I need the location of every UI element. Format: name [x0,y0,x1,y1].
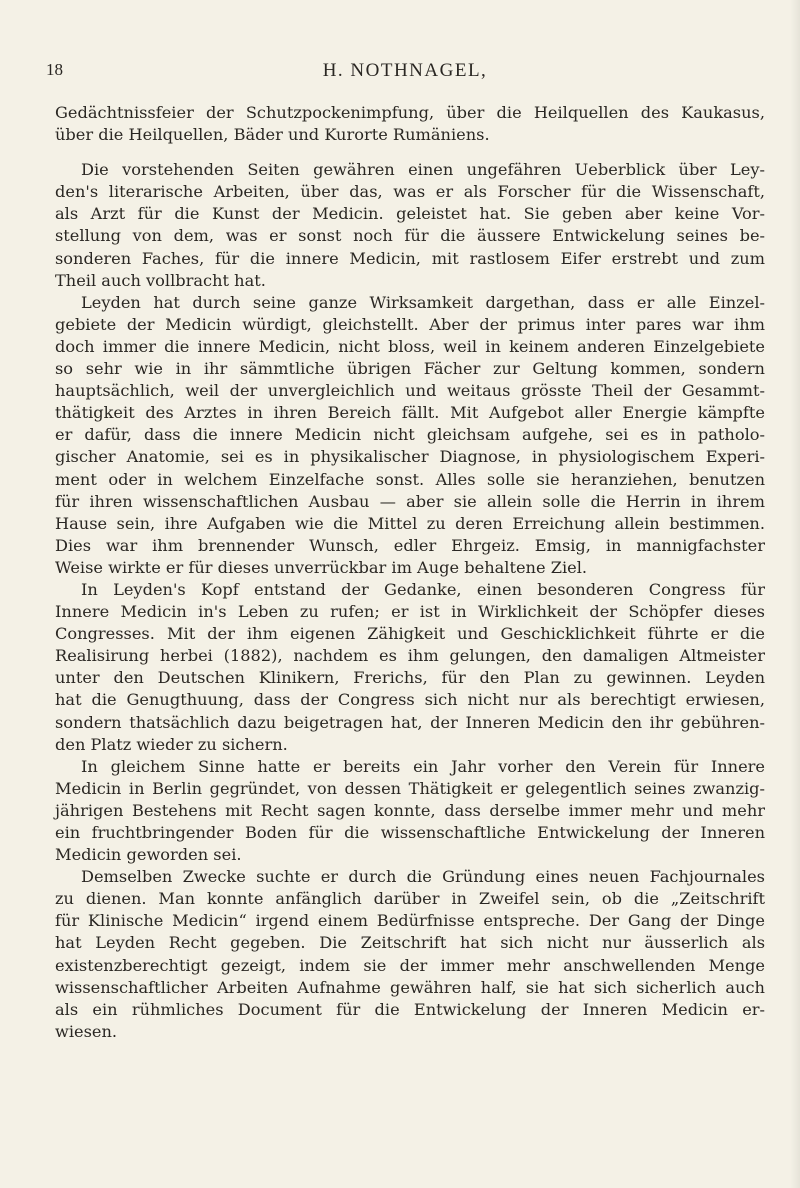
text-line: Gedächtnissfeier der Schutzpockenimpfung, über die Heilquellen des Kaukasus, [55,103,765,122]
text-line: wiesen. [55,1021,118,1041]
text-line: gebiete der Medicin würdigt, gleichstellt. Aber der primus inter pares war ihm [55,314,765,334]
paragraph [55,102,765,146]
text-line: hauptsächlich, weil der unvergleichlich und weitaus grösste Theil der Gesammt- [55,381,765,401]
paragraph [55,756,765,866]
text-line: Medicin in Berlin gegründet, von dessen Thätigkeit er gelegentlich seines zwanzig- [55,778,765,798]
text-line: für ihren wissenschaftlichen Ausbau — aber sie allein solle die Herrin in ihrem [55,491,765,511]
paragraph [55,579,765,756]
text-line: In Leyden's Kopf entstand der Gedanke, einen besonderen Congress für [81,579,765,599]
text-line: unter den Deutschen Klinikern, Frerichs, für den Plan zu gewinnen. Leyden [55,668,765,688]
text-line: Demselben Zwecke suchte er durch die Gründung eines neuen Fachjournales [81,867,765,887]
paragraph [55,866,765,1043]
text-line: jährigen Bestehens mit Recht sagen konnte, dass derselbe immer mehr und mehr [55,800,765,820]
text-line: Realisirung herbei (1882), nachdem es ihm gelungen, den damaligen Altmeister [55,646,765,666]
text-line: In gleichem Sinne hatte er bereits ein Jahr vorher den Verein für Innere [81,756,765,776]
text-line: den's literarische Arbeiten, über das, was er als Forscher für die Wissenschaft, [55,182,765,202]
text-line: sondern thatsächlich dazu beigetragen hat, der Inneren Medicin den ihr gebühren- [55,712,765,732]
text-line: zu dienen. Man konnte anfänglich darüber in Zweifel sein, ob die „Zeitschrift [55,889,765,909]
text-line: thätigkeit des Arztes in ihren Bereich fällt. Mit Aufgebot aller Energie kämpfte [55,403,765,423]
text-line: hat die Genugthuung, dass der Congress sich nicht nur als berechtigt erwiesen, [55,690,765,710]
text-line: doch immer die innere Medicin, nicht bloss, weil in keinem anderen Einzelgebiete [55,336,765,356]
header-title: H. NOTHNAGEL, [322,60,488,81]
body-text [55,102,765,1043]
text-line: als Arzt für die Kunst der Medicin. geleistet hat. Sie geben aber keine Vor- [55,204,765,224]
text-line: Hause sein, ihre Aufgaben wie die Mittel zu deren Erreichung allein bestimmen. [55,513,765,533]
text-line: ein fruchtbringender Boden für die wissenschaftliche Entwickelung der Inneren [55,823,765,842]
text-line: für Klinische Medicin“ irgend einem Bedürfnisse entspreche. Der Gang der Dinge [55,911,765,931]
text-line: wissenschaftlicher Arbeiten Aufnahme gewähren half, sie hat sich sicherlich auch [55,977,765,997]
page-edge-shadow [790,0,800,1188]
text-line: Theil auch vollbracht hat. [55,270,266,290]
text-line: er dafür, dass die innere Medicin nicht gleichsam aufgehe, sei es in patholo- [55,425,765,445]
text-line: als ein rühmliches Document für die Entwickelung der Inneren Medicin er- [55,999,765,1019]
text-line: über die Heilquellen, Bäder und Kurorte Rumäniens. [55,125,490,145]
text-line: Die vorstehenden Seiten gewähren einen ungefähren Ueberblick über Ley- [81,160,765,180]
paragraph [55,292,765,579]
text-line: so sehr wie in ihr sämmtliche übrigen Fächer zur Geltung kommen, sondern [55,359,765,379]
text-line: Dies war ihm brennender Wunsch, edler Ehrgeiz. Emsig, in mannigfachster [55,535,765,555]
page-number: 18 [46,60,63,79]
text-line: den Platz wieder zu sichern. [55,734,288,754]
text-line: Congresses. Mit der ihm eigenen Zähigkeit und Geschicklichkeit führte er die [55,624,765,644]
text-line: gischer Anatomie, sei es in physikalischer Diagnose, in physiologischem Experi- [55,447,765,467]
text-line: Weise wirkte er für dieses unverrückbar im Auge behaltene Ziel. [55,557,588,577]
text-line: hat Leyden Recht gegeben. Die Zeitschrift hat sich nicht nur äusserlich als [55,933,765,953]
text-line: sonderen Faches, für die innere Medicin, mit rastlosem Eifer erstrebt und zum [55,248,765,268]
text-line: Leyden hat durch seine ganze Wirksamkeit dargethan, dass er alle Einzel- [81,292,765,312]
text-line: existenzberechtigt gezeigt, indem sie der immer mehr anschwellenden Menge [55,955,765,975]
paragraph [55,159,765,292]
text-line: Innere Medicin in's Leben zu rufen; er ist in Wirklichkeit der Schöpfer dieses [55,602,765,622]
text-line: stellung von dem, was er sonst noch für die äussere Entwickelung seines be- [55,226,765,246]
text-line: Medicin geworden sei. [55,845,242,865]
text-line: ment oder in welchem Einzelfache sonst. Alles solle sie heranziehen, benutzen [55,469,765,489]
running-head [46,60,764,90]
